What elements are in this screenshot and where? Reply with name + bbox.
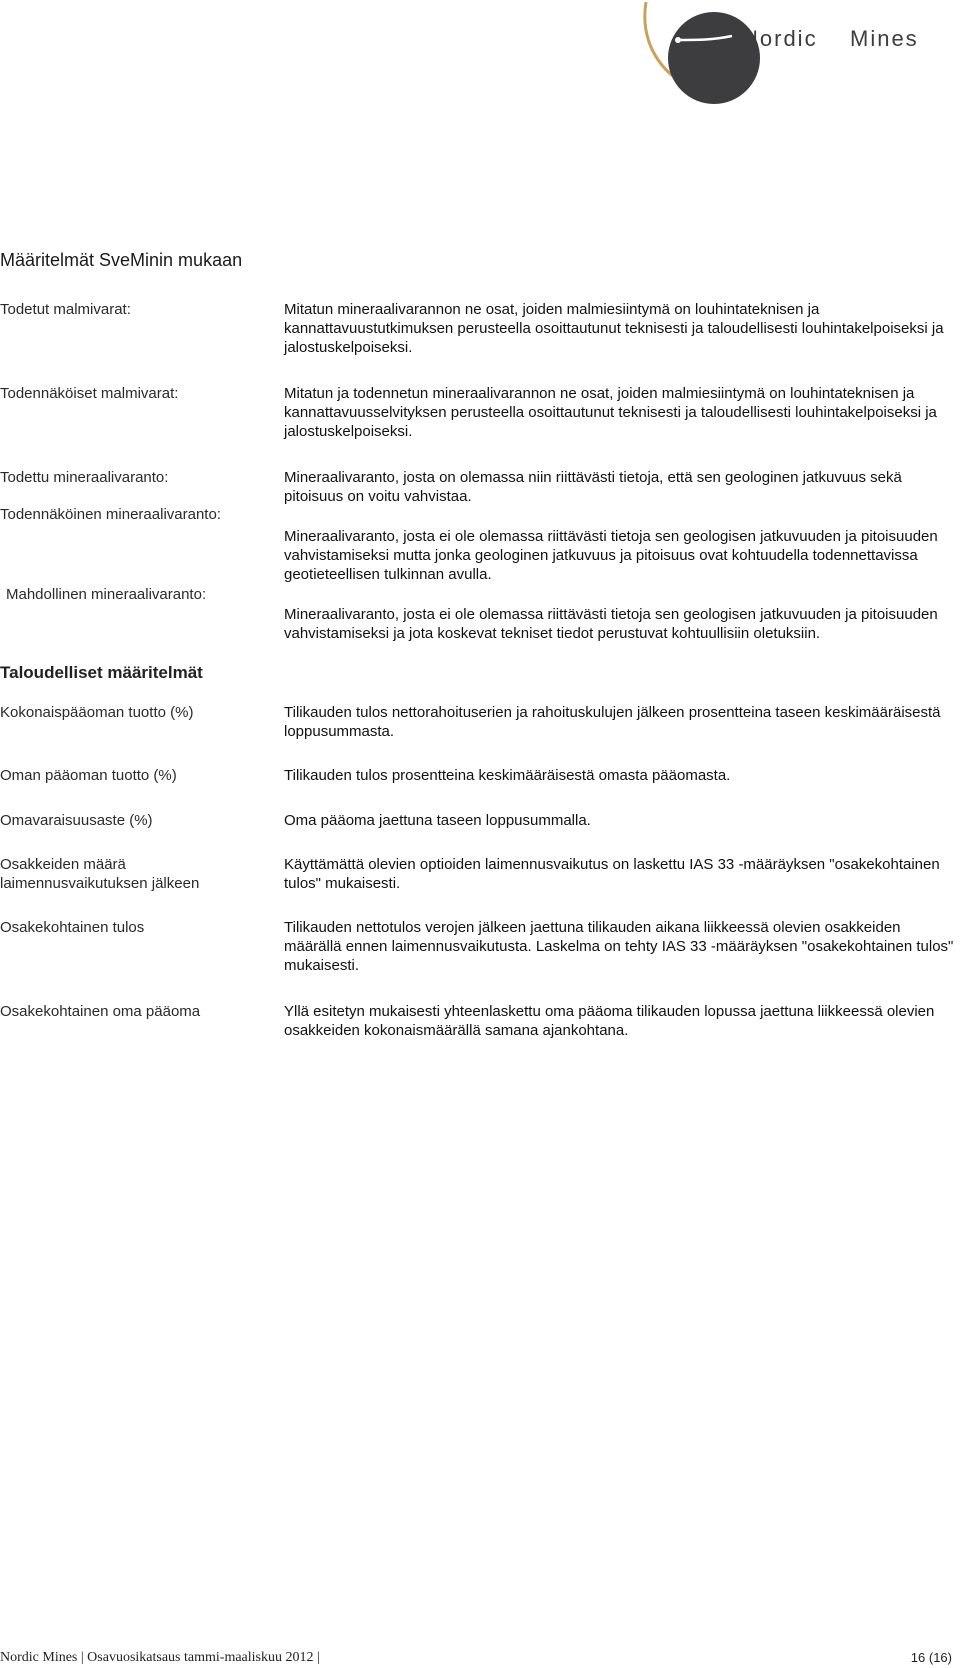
page-number: 16 (16) [910,1650,952,1665]
nordic-mines-logo [640,0,960,110]
logo-text-mines: Mines [850,26,919,51]
term-mahdollinen-mineraalivaranto: Mahdollinen mineraalivaranto: [6,586,207,603]
term-todettu-mineraalivaranto: Todettu mineraalivaranto: [0,469,169,486]
term-oman-paaoman-tuotto: Oman pääoman tuotto (%) [0,767,177,784]
def-todennakoiset-malmivarat: Mitatun ja todennetun mineraalivarannon ne osat, joiden malmiesiintymä on louhintateknisen ja kannattavuusselvityksen perusteella osoittautunut teknisesti ja taloudellisesti louhintakelpoiseksi ja jalostuskelpoiseksi. [284,385,937,440]
term-osakekohtainen-oma-paaoma: Osakekohtainen oma pääoma [0,1003,201,1020]
term-osakkeiden-maara: Osakkeiden määrä laimennusvaikutuksen jälkeen [0,856,200,892]
def-oman-paaoman-tuotto: Tilikauden tulos prosentteina keskimääräisestä omasta pääomasta. [284,767,731,784]
term-todetut-malmivarat: Todetut malmivarat: [0,301,131,318]
def-omavaraisuusaste: Oma pääoma jaettuna taseen loppusummalla. [284,812,591,829]
logo-text-nordic: Nordic [742,26,818,51]
def-osakekohtainen-tulos: Tilikauden nettotulos verojen jälkeen jaettuna tilikauden aikana liikkeessä olevien osakkeiden määrällä ennen laimennusvaikutusta. Laskelma on tehty IAS 33 -määräyksen "osakekohtainen tulos" mukaisesti. [284,919,954,974]
term-todennakoiset-malmivarat: Todennäköiset malmivarat: [0,385,179,402]
def-todettu-mineraalivaranto: Mineraalivaranto, josta on olemassa niin riittävästi tietoja, että sen geologinen jatkuvuus sekä pitoisuus on voitu vahvistaa. [284,469,902,505]
def-todennakoinen-mineraalivaranto: Mineraalivaranto, josta ei ole olemassa riittävästi tietoja sen geologisen jatkuvuuden ja pitoisuuden vahvistamiseksi mutta jonka geologinen jatkuvuus ja pitoisuus ovat kohtuudella todennettavissa geotieteellisen tulkinnan avulla. [284,528,938,583]
footer-report-title: Nordic Mines | Osavuosikatsaus tammi-maaliskuu 2012 | [0,1650,320,1665]
section-title: Määritelmät SveMinin mukaan [0,250,243,270]
term-omavaraisuusaste: Omavaraisuusaste (%) [0,812,153,829]
def-osakkeiden-maara: Käyttämättä olevien optioiden laimennusvaikutus on laskettu IAS 33 -määräyksen "osakekohtainen tulos" mukaisesti. [284,856,940,892]
term-osakekohtainen-tulos: Osakekohtainen tulos [0,919,145,936]
financial-definitions-title: Taloudelliset määritelmät [0,663,203,682]
def-kokonaispaaoman-tuotto: Tilikauden tulos nettorahoituserien ja rahoituskulujen jälkeen prosentteina taseen keskimääräisestä loppusummasta. [284,704,941,740]
term-todennakoinen-mineraalivaranto: Todennäköinen mineraalivaranto: [0,506,221,523]
def-todetut-malmivarat: Mitatun mineraalivarannon ne osat, joiden malmiesiintymä on louhintateknisen ja kannattavuustutkimuksen perusteella osoittautunut teknisesti ja taloudellisesti louhintakelpoiseksi ja jalostuskelpoiseksi. [284,301,944,356]
def-osakekohtainen-oma-paaoma: Yllä esitetyn mukaisesti yhteenlaskettu oma pääoma tilikauden lopussa jaettuna liikkeessä olevien osakkeiden kokonaismäärällä samana ajankohtana. [284,1003,935,1039]
term-kokonaispaaoman-tuotto: Kokonaispääoman tuotto (%) [0,704,194,721]
def-mahdollinen-mineraalivaranto: Mineraalivaranto, josta ei ole olemassa riittävästi tietoja sen geologisen jatkuvuuden ja pitoisuuden vahvistamiseksi ja jota koskevat tekniset tiedot perustuvat kohtuullisiin oletuksiin. [284,606,938,642]
